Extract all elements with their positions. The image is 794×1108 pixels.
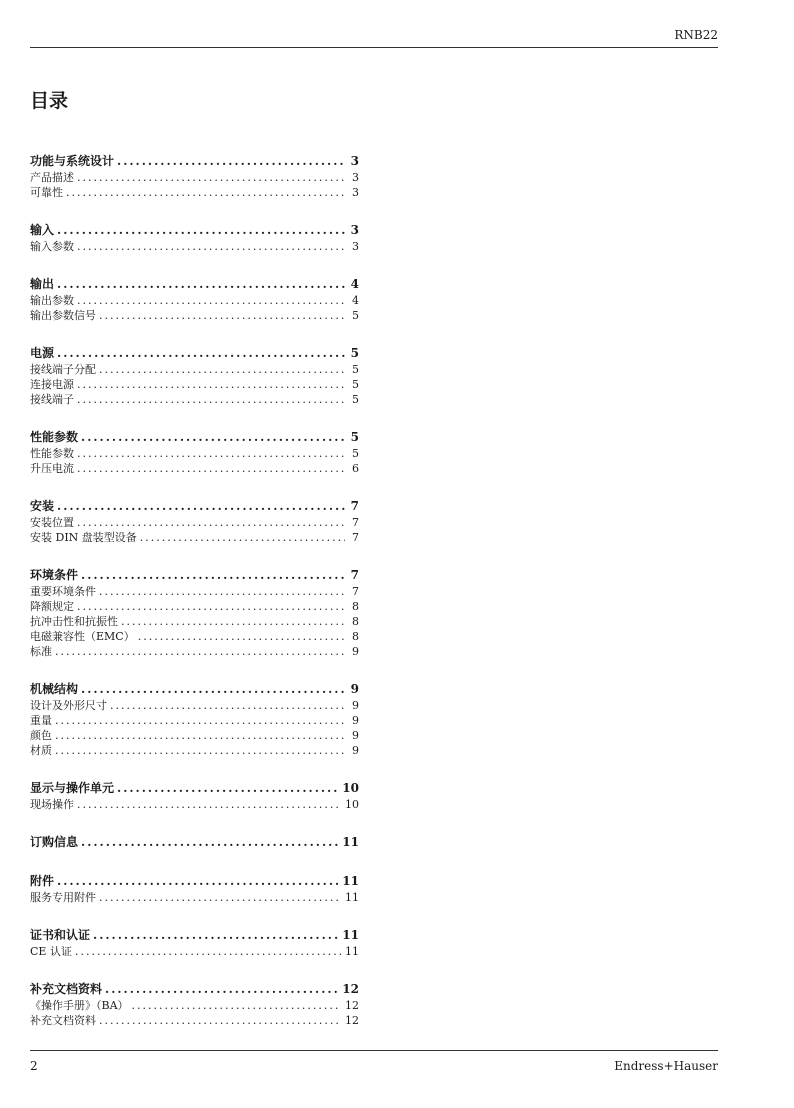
toc-entry[interactable] [30,362,359,377]
toc-entry[interactable] [30,584,359,599]
dot-leader [55,743,345,758]
toc-section [30,221,359,254]
toc-entry-title: 功能与系统设计 [30,154,115,168]
toc-entry-title: 服务专用附件 [30,891,96,904]
dot-leader [77,392,345,407]
toc-entry-title: 安装 [30,499,55,513]
toc-page-number: 10 [345,798,359,811]
dot-leader [121,614,345,629]
toc-section [30,926,359,959]
toc-entry[interactable] [30,308,359,323]
toc-page-number: 5 [352,363,359,376]
toc-entry-title: CE 认证 [30,945,72,958]
dot-leader [117,152,345,170]
toc-entry[interactable] [30,728,359,743]
toc-entry-title: 输出 [30,277,55,291]
dot-leader [57,344,345,362]
dot-leader [77,461,345,476]
toc-section [30,779,359,812]
toc-entry[interactable] [30,743,359,758]
toc-entry-title: 输出参数 [30,294,74,307]
toc-page-number: 9 [352,645,359,658]
toc-entry[interactable] [30,185,359,200]
toc-entry-title: 附件 [30,874,55,888]
toc-chapter[interactable] [30,566,359,584]
toc-entry[interactable] [30,377,359,392]
footer-rule [30,1050,718,1051]
toc-entry-title: 性能参数 [30,447,74,460]
toc-page-number: 9 [352,714,359,727]
toc-page-number: 9 [350,682,359,696]
toc-entry-title: 材质 [30,744,52,757]
toc-page-number: 4 [352,294,359,307]
toc-entry-title: 环境条件 [30,568,79,582]
header-rule [30,47,718,48]
toc-page-number: 7 [352,516,359,529]
dot-leader [110,698,345,713]
dot-leader [55,728,345,743]
toc-page-number: 7 [352,531,359,544]
dot-leader [140,530,345,545]
toc-chapter[interactable] [30,779,359,797]
dot-leader [99,1013,341,1028]
toc-entry-title: 补充文档资料 [30,982,103,996]
toc-entry[interactable] [30,614,359,629]
dot-leader [93,926,338,944]
toc-page-number: 11 [342,928,359,942]
toc-entry[interactable] [30,797,359,812]
toc-page-number: 3 [350,154,359,168]
toc-page-number: 12 [342,982,359,996]
toc-entry-title: 电源 [30,346,55,360]
dot-leader [81,428,345,446]
toc-section [30,152,359,200]
toc-entry[interactable] [30,530,359,545]
toc-entry[interactable] [30,944,359,959]
toc-chapter[interactable] [30,833,359,851]
toc-entry[interactable] [30,170,359,185]
toc-entry[interactable] [30,698,359,713]
toc-entry-title: 显示与操作单元 [30,781,115,795]
dot-leader [99,308,345,323]
toc-page-number: 9 [352,744,359,757]
toc-chapter[interactable] [30,221,359,239]
toc-entry-title: 设计及外形尺寸 [30,699,107,712]
toc-entry-title: 补充文档资料 [30,1014,96,1027]
toc-entry[interactable] [30,644,359,659]
toc-entry-title: 输出参数信号 [30,309,96,322]
toc-page-number: 5 [350,430,359,444]
dot-leader [57,497,345,515]
toc-entry-title: 重要环境条件 [30,585,96,598]
toc-entry-title: 电磁兼容性（EMC） [30,630,135,643]
toc-entry-title: 重量 [30,714,52,727]
toc-entry-title: 证书和认证 [30,928,91,942]
toc-entry[interactable] [30,713,359,728]
footer-page-number: 2 [30,1059,38,1073]
toc-entry-title: 输入 [30,223,55,237]
toc-entry-title: 连接电源 [30,378,74,391]
dot-leader [132,998,341,1013]
toc-page-number: 7 [350,568,359,582]
dot-leader [81,680,345,698]
toc-chapter[interactable] [30,926,359,944]
dot-leader [81,833,338,851]
toc-page-number: 12 [345,1014,359,1027]
toc-entry[interactable] [30,239,359,254]
toc-section [30,566,359,659]
toc-entry[interactable] [30,629,359,644]
dot-leader [57,275,345,293]
dot-leader [105,980,338,998]
dot-leader [77,239,345,254]
toc-entry-title: 安装位置 [30,516,74,529]
toc-page-number: 11 [342,874,359,888]
toc-chapter[interactable] [30,152,359,170]
toc-entry-title: 接线端子分配 [30,363,96,376]
toc-page-number: 11 [345,945,359,958]
toc-page-number: 7 [352,585,359,598]
toc-entry-title: 安装 DIN 盘装型设备 [30,531,137,544]
dot-leader [77,515,345,530]
dot-leader [77,446,345,461]
dot-leader [138,629,345,644]
dot-leader [55,644,345,659]
toc-chapter[interactable] [30,275,359,293]
dot-leader [99,584,345,599]
toc-entry[interactable] [30,599,359,614]
toc-page-number: 3 [352,240,359,253]
toc-entry[interactable] [30,446,359,461]
toc-entry-title: 标准 [30,645,52,658]
dot-leader [77,377,345,392]
toc-page-number: 8 [352,600,359,613]
toc-page-number: 5 [352,378,359,391]
dot-leader [55,713,345,728]
toc-section [30,497,359,545]
toc-entry-title: 抗冲击性和抗振性 [30,615,118,628]
table-of-contents [30,152,359,1049]
dot-leader [77,797,341,812]
toc-section [30,980,359,1028]
document-code: RNB22 [674,28,718,42]
toc-entry[interactable] [30,293,359,308]
toc-section [30,833,359,851]
dot-leader [77,293,345,308]
toc-chapter[interactable] [30,428,359,446]
toc-entry-title: 接线端子 [30,393,74,406]
toc-entry[interactable] [30,1013,359,1028]
footer-brand: Endress+Hauser [614,1059,718,1073]
dot-leader [77,599,345,614]
toc-entry-title: 《操作手册》（BA） [30,999,129,1012]
dot-leader [81,566,345,584]
dot-leader [57,872,338,890]
toc-chapter[interactable] [30,680,359,698]
toc-entry-title: 产品描述 [30,171,74,184]
toc-section [30,428,359,476]
dot-leader [66,185,345,200]
toc-entry-title: 颜色 [30,729,52,742]
toc-page-number: 5 [350,346,359,360]
toc-page-number: 3 [350,223,359,237]
toc-chapter[interactable] [30,497,359,515]
toc-page-number: 9 [352,729,359,742]
toc-chapter[interactable] [30,980,359,998]
dot-leader [75,944,341,959]
dot-leader [99,362,345,377]
toc-entry[interactable] [30,515,359,530]
toc-chapter[interactable] [30,872,359,890]
toc-page-number: 7 [350,499,359,513]
toc-page-number: 6 [352,462,359,475]
page-title: 目录 [30,90,69,112]
toc-page-number: 10 [342,781,359,795]
toc-section [30,275,359,323]
toc-entry-title: 机械结构 [30,682,79,696]
toc-page-number: 5 [352,393,359,406]
toc-page-number: 8 [352,615,359,628]
toc-entry-title: 现场操作 [30,798,74,811]
dot-leader [99,890,341,905]
toc-entry-title: 输入参数 [30,240,74,253]
toc-entry-title: 降额规定 [30,600,74,613]
toc-section [30,872,359,905]
toc-page-number: 5 [352,309,359,322]
toc-page-number: 3 [352,171,359,184]
toc-page-number: 3 [352,186,359,199]
toc-entry-title: 可靠性 [30,186,63,199]
toc-chapter[interactable] [30,344,359,362]
toc-entry[interactable] [30,461,359,476]
toc-entry[interactable] [30,890,359,905]
toc-entry-title: 升压电流 [30,462,74,475]
toc-page-number: 5 [352,447,359,460]
toc-page-number: 9 [352,699,359,712]
dot-leader [117,779,338,797]
toc-entry-title: 订购信息 [30,835,79,849]
toc-entry[interactable] [30,392,359,407]
toc-page-number: 4 [350,277,359,291]
toc-page-number: 11 [345,891,359,904]
toc-section [30,680,359,758]
dot-leader [57,221,345,239]
toc-page-number: 11 [342,835,359,849]
toc-entry-title: 性能参数 [30,430,79,444]
toc-page-number: 12 [345,999,359,1012]
toc-section [30,344,359,407]
dot-leader [77,170,345,185]
toc-entry[interactable] [30,998,359,1013]
toc-page-number: 8 [352,630,359,643]
